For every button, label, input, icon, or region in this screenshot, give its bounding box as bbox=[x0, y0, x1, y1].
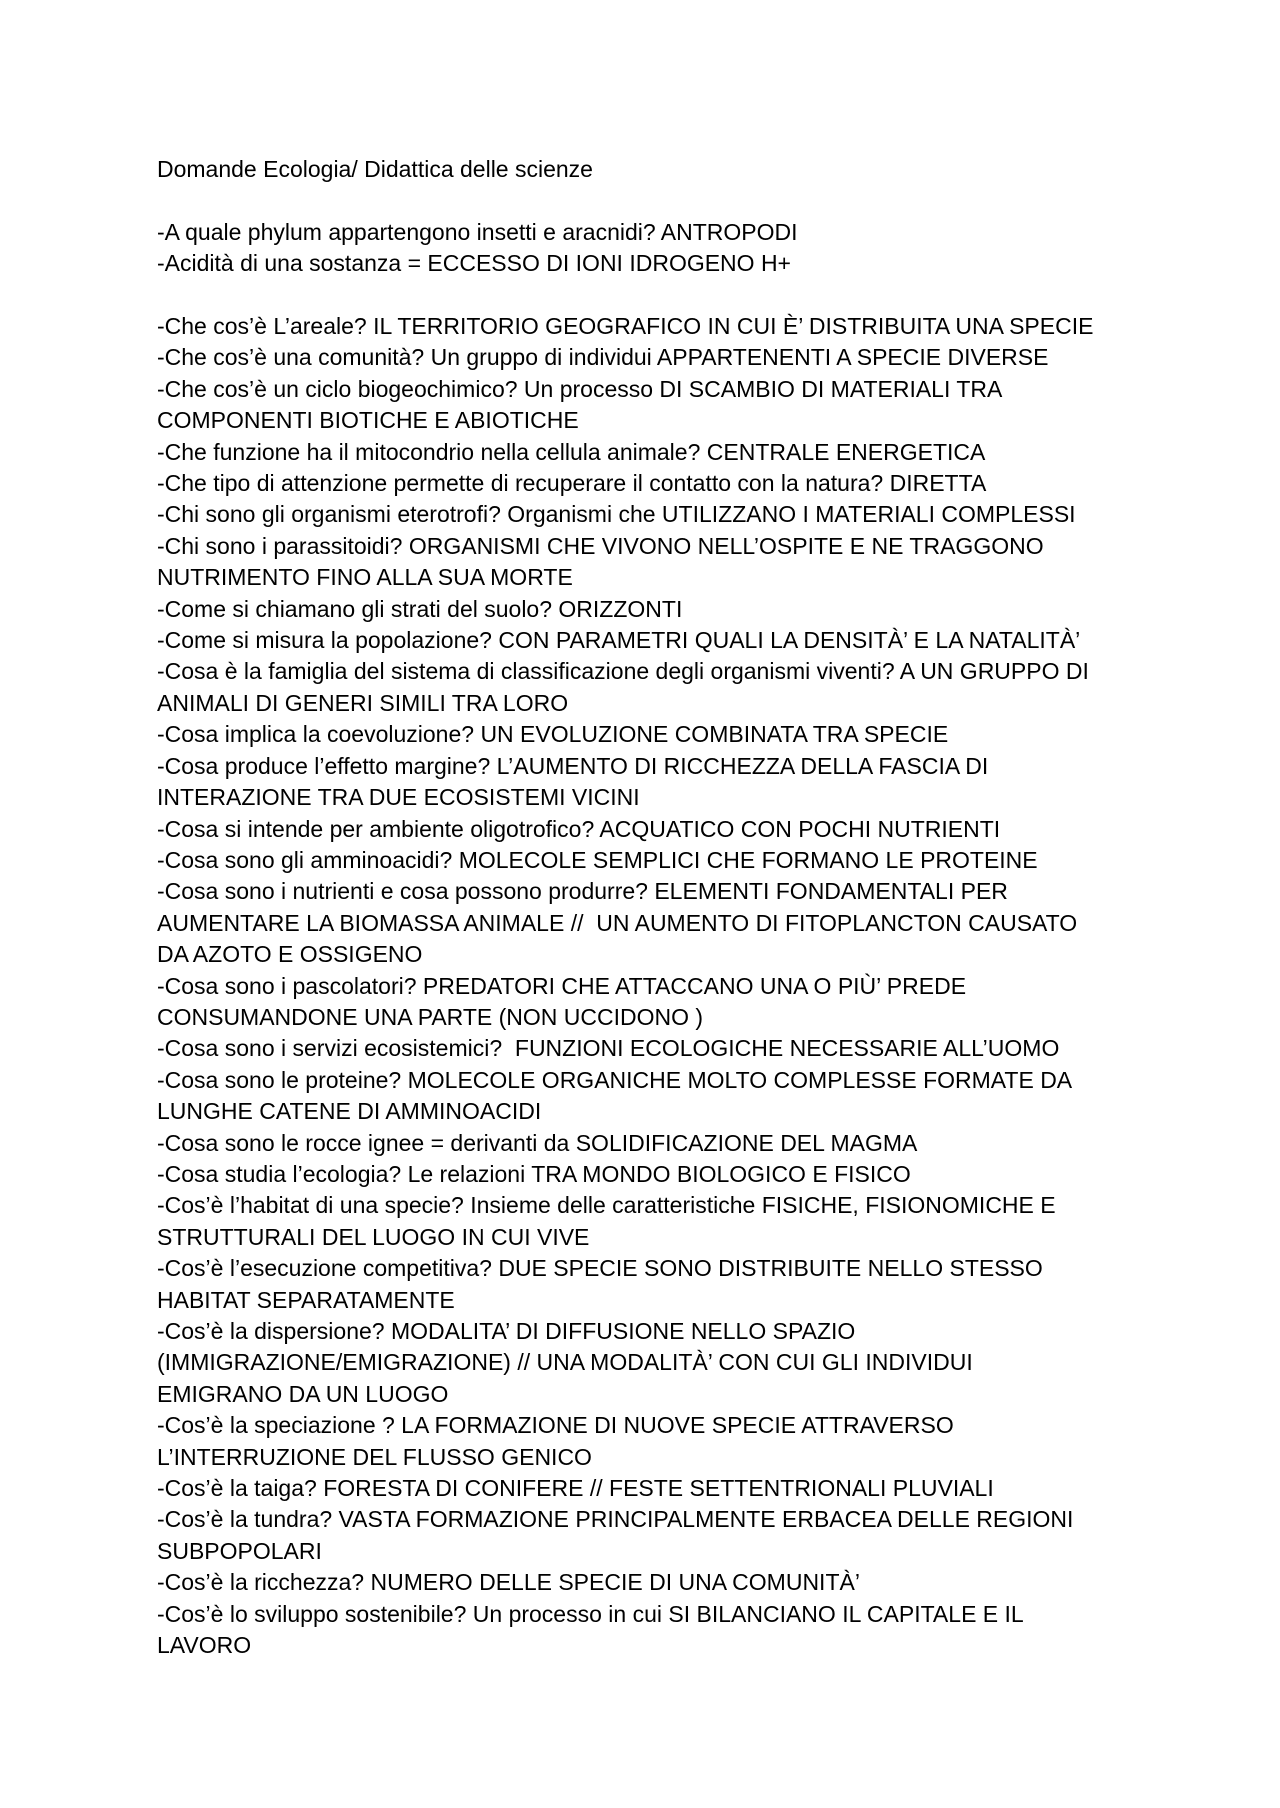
text-line: LUNGHE CATENE DI AMMINOACIDI bbox=[157, 1098, 542, 1125]
text-line: STRUTTURALI DEL LUOGO IN CUI VIVE bbox=[157, 1223, 590, 1250]
text-line: L’INTERRUZIONE DEL FLUSSO GENICO bbox=[157, 1443, 592, 1470]
text-line: -Chi sono gli organismi eterotrofi? Organismi che UTILIZZANO I MATERIALI COMPLESSI bbox=[157, 501, 1076, 528]
text-line: -Che cos’è un ciclo biogeochimico? Un processo DI SCAMBIO DI MATERIALI TRA bbox=[157, 375, 1003, 402]
text-line: -Cosa implica la coevoluzione? UN EVOLUZIONE COMBINATA TRA SPECIE bbox=[157, 721, 949, 748]
text-line: -Cos’è la speciazione ? LA FORMAZIONE DI NUOVE SPECIE ATTRAVERSO bbox=[157, 1412, 954, 1439]
text-line: AUMENTARE LA BIOMASSA ANIMALE // UN AUMENTO DI FITOPLANCTON CAUSATO bbox=[157, 909, 1078, 936]
text-line: INTERAZIONE TRA DUE ECOSISTEMI VICINI bbox=[157, 784, 640, 811]
text-line: -Cos’è la dispersione? MODALITA’ DI DIFFUSIONE NELLO SPAZIO bbox=[157, 1318, 856, 1344]
text-line: -A quale phylum appartengono insetti e aracnidi? ANTROPODI bbox=[157, 218, 798, 245]
text-line bbox=[157, 185, 1167, 216]
text-line: -Cos’è la tundra? VASTA FORMAZIONE PRINCIPALMENTE ERBACEA DELLE REGIONI bbox=[157, 1506, 1074, 1533]
text-line: -Cosa sono i pascolatori? PREDATORI CHE ATTACCANO UNA O PIÙ’ PREDE bbox=[157, 972, 967, 999]
text-line: -Cosa sono gli amminoacidi? MOLECOLE SEMPLICI CHE FORMANO LE PROTEINE bbox=[157, 846, 1038, 873]
text-line: -Cosa produce l’effetto margine? L’AUMENTO DI RICCHEZZA DELLA FASCIA DI bbox=[157, 752, 989, 779]
text-line: -Cosa sono i nutrienti e cosa possono produrre? ELEMENTI FONDAMENTALI PER bbox=[157, 878, 1008, 905]
text-line: -Come si misura la popolazione? CON PARAMETRI QUALI LA DENSITÀ’ E LA NATALITÀ’ bbox=[157, 627, 1081, 654]
text-line: -Che cos’è una comunità? Un gruppo di individui APPARTENENTI A SPECIE DIVERSE bbox=[157, 344, 1049, 371]
text-line: EMIGRANO DA UN LUOGO bbox=[157, 1380, 449, 1407]
text-line: DA AZOTO E OSSIGENO bbox=[157, 941, 423, 968]
text-line: -Cosa studia l’ecologia? Le relazioni TRA MONDO BIOLOGICO E FISICO bbox=[157, 1160, 911, 1187]
text-line: -Cosa è la famiglia del sistema di classificazione degli organismi viventi? A UN GRUPPO DI bbox=[157, 658, 1089, 685]
text-line: COMPONENTI BIOTICHE E ABIOTICHE bbox=[157, 407, 579, 434]
text-line: -Che cos’è L’areale? IL TERRITORIO GEOGRAFICO IN CUI È’ DISTRIBUITA UNA SPECIE bbox=[157, 313, 1094, 339]
text-line: -Cos’è l’habitat di una specie? Insieme delle caratteristiche FISICHE, FISIONOMICHE E bbox=[157, 1192, 1056, 1219]
text-line bbox=[157, 280, 1167, 311]
document-lines bbox=[157, 185, 1167, 1661]
text-line: -Cosa si intende per ambiente oligotrofico? ACQUATICO CON POCHI NUTRIENTI bbox=[157, 815, 1001, 842]
text-line: -Cos’è la ricchezza? NUMERO DELLE SPECIE DI UNA COMUNITÀ’ bbox=[157, 1569, 860, 1596]
text-line: (IMMIGRAZIONE/EMIGRAZIONE) // UNA MODALITÀ’ CON CUI GLI INDIVIDUI bbox=[157, 1349, 973, 1376]
text-line: -Cos’è lo sviluppo sostenibile? Un processo in cui SI BILANCIANO IL CAPITALE E IL bbox=[157, 1600, 1024, 1627]
text-line: ANIMALI DI GENERI SIMILI TRA LORO bbox=[157, 689, 569, 716]
text-line: -Cos’è la taiga? FORESTA DI CONIFERE // FESTE SETTENTRIONALI PLUVIALI bbox=[157, 1475, 994, 1502]
text-line: -Chi sono i parassitoidi? ORGANISMI CHE VIVONO NELL’OSPITE E NE TRAGGONO bbox=[157, 532, 1044, 559]
text-line: -Cosa sono le rocce ignee = derivanti da SOLIDIFICAZIONE DEL MAGMA bbox=[157, 1129, 918, 1156]
text-line: SUBPOPOLARI bbox=[157, 1537, 322, 1564]
text-line: -Cosa sono i servizi ecosistemici? FUNZIONI ECOLOGICHE NECESSARIE ALL’UOMO bbox=[157, 1035, 1060, 1062]
text-line: -Come si chiamano gli strati del suolo? ORIZZONTI bbox=[157, 595, 683, 622]
document-title: Domande Ecologia/ Didattica delle scienze bbox=[157, 156, 593, 182]
text-line: -Che tipo di attenzione permette di recuperare il contatto con la natura? DIRETTA bbox=[157, 470, 987, 497]
text-line: CONSUMANDONE UNA PARTE (NON UCCIDONO ) bbox=[157, 1003, 704, 1030]
text-line: HABITAT SEPARATAMENTE bbox=[157, 1286, 455, 1313]
text-line: LAVORO bbox=[157, 1632, 252, 1659]
text-line: -Cos’è l’esecuzione competitiva? DUE SPECIE SONO DISTRIBUITE NELLO STESSO bbox=[157, 1255, 1043, 1282]
document-body bbox=[157, 154, 1167, 1661]
text-line: -Acidità di una sostanza = ECCESSO DI IONI IDROGENO H+ bbox=[157, 250, 791, 277]
text-line: NUTRIMENTO FINO ALLA SUA MORTE bbox=[157, 564, 573, 591]
text-line: -Cosa sono le proteine? MOLECOLE ORGANICHE MOLTO COMPLESSE FORMATE DA bbox=[157, 1066, 1073, 1093]
text-line: -Che funzione ha il mitocondrio nella cellula animale? CENTRALE ENERGETICA bbox=[157, 438, 986, 465]
